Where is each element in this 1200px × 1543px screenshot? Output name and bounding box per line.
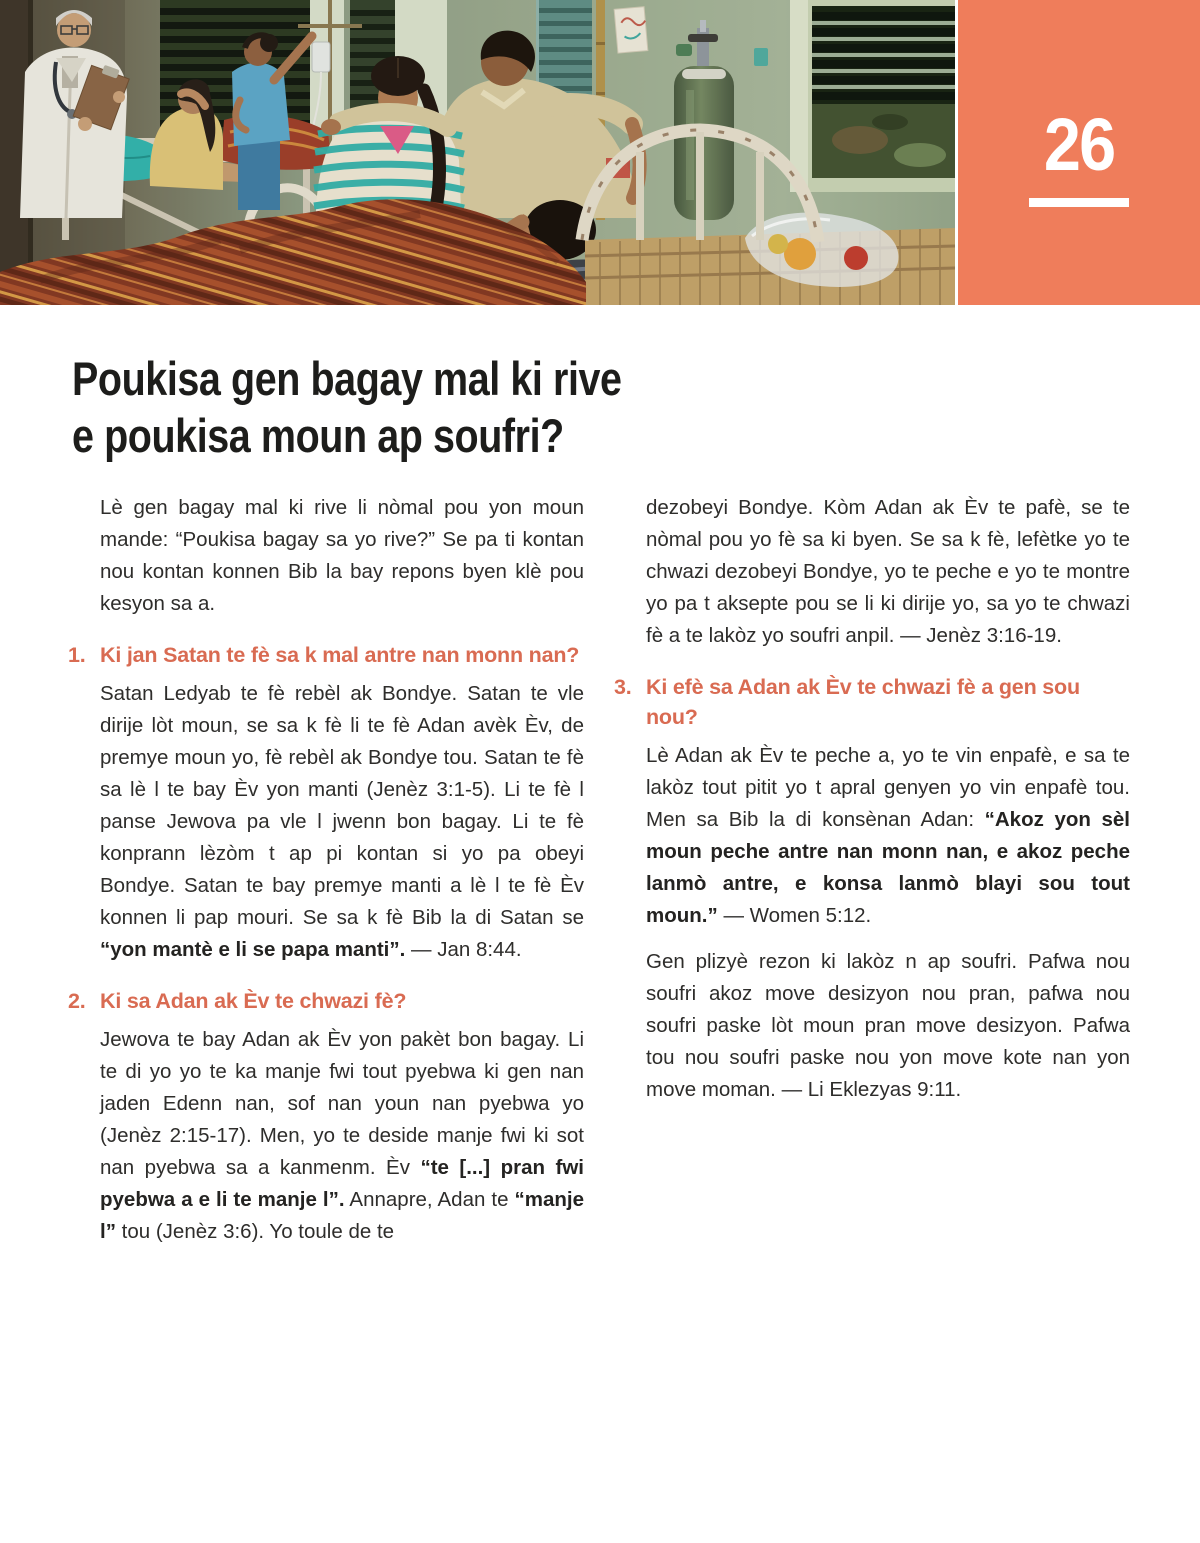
question-1-number: 1. — [68, 643, 86, 667]
paragraph-3: Lè Adan ak Èv te peche a, yo te vin enpafè, e sa te lakòz tout pitit yo t apral genyen yo vin enpafè tou. Men sa Bib la di konsènan Adan: “Akoz yon sèl moun peche antre nan monn nan, e akoz peche lanmò antre, e konsa lanmò blayi sou tout moun.” — Women 5:12. — [646, 744, 1130, 927]
article-columns — [68, 492, 1130, 1262]
photo-color-grade — [0, 0, 955, 305]
page-title-lines — [72, 350, 622, 464]
chapter-underline — [1029, 198, 1129, 207]
page-title-line1: Poukisa gen bagay mal ki rive — [72, 352, 622, 405]
paragraph-1: Satan Ledyab te fè rebèl ak Bondye. Satan te vle dirije lòt moun, se sa k fè li te fè Adan avèk Èv, de premye moun yo, fè rebèl ak Bondye tou. Satan te fè sa lè l te bay Èv yon manti (Jenèz 3:1-5). Li te fè l panse Jewova pa vle l jwenn bon bagay. Li te fè konprann lèzòm t ap pi kontan si yo pa obeyi Bondye. Satan te bay premye manti a lè l te fè Èv konnen li pap mouri. Se sa k fè Bib la di Satan se “yon mantè e li se papa manti”. — Jan 8:44. — [100, 682, 584, 961]
left-column — [68, 492, 584, 1262]
intro-paragraph: Lè gen bagay mal ki rive li nòmal pou yon moun mande: “Poukisa bagay sa yo rive?” Se pa ti kontan nou kontan konnen Bib la bay repons byen klè pou kesyon sa a. — [100, 496, 584, 615]
paragraph-2-right: dezobeyi Bondye. Kòm Adan ak Èv te pafè, se te nòmal pou yo fè sa ki byen. Se sa k fè, lefètke yo te chwazi dezobeyi Bondye, yo te peche e yo te montre yo pa t aksepte pou se li ki dirije yo, sa yo te chwazi fè a te lakòz yo soufri anpil. — Jenèz 3:16-19. — [646, 496, 1130, 647]
paragraph-4: Gen plizyè rezon ki lakòz n ap soufri. Pafwa nou soufri akoz move desizyon nou pran, pafwa nou soufri paske lòt moun pran move desizyon. Pafwa tou nou soufri paske nou yon move kote nan yon move moman. — Li Eklezyas 9:11. — [646, 950, 1130, 1101]
question-2-text: Ki sa Adan ak Èv te chwazi fè? — [100, 989, 407, 1013]
page-title-line2: e poukisa moun ap soufri? — [72, 409, 564, 462]
chapter-number-box — [958, 0, 1200, 305]
right-column — [614, 492, 1130, 1262]
hero-header — [0, 0, 1200, 305]
paragraph-2-left: Jewova te bay Adan ak Èv yon pakèt bon bagay. Li te di yo yo te ka manje fwi tout pyebwa ki gen nan jaden Edenn nan, sof nan youn nan pyebwa yo (Jenèz 2:15-17). Men, yo te deside manje fwi ki sot nan pyebwa sa a kanmenm. Èv “te [...] pran fwi pyebwa a e li te manje l”. Annapre, Adan te “manje l” tou (Jenèz 3:6). Yo toule de te — [100, 1028, 584, 1243]
question-1-heading — [68, 640, 584, 670]
question-2-number: 2. — [68, 989, 86, 1013]
question-3-text: Ki efè sa Adan ak Èv te chwazi fè a gen sou nou? — [646, 675, 1080, 729]
question-1-text: Ki jan Satan te fè sa k mal antre nan monn nan? — [100, 643, 580, 667]
question-3-number: 3. — [614, 675, 632, 699]
hospital-photo-illustration — [0, 0, 955, 305]
chapter-number: 26 — [1043, 103, 1115, 186]
hospital-photo — [0, 0, 955, 305]
page-title — [72, 350, 726, 464]
question-2-heading — [68, 986, 584, 1016]
question-3-heading — [614, 672, 1130, 732]
